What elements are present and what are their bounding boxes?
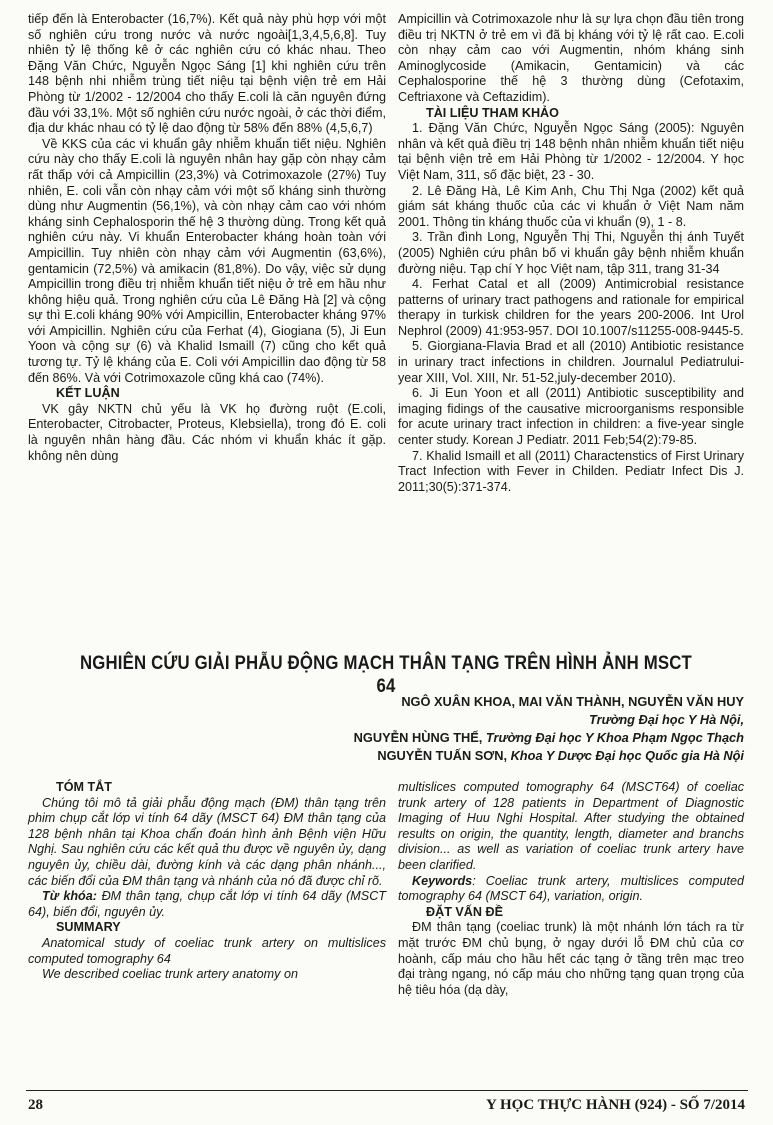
- author-affiliation: Trường Đại học Y Hà Nội,: [589, 712, 744, 727]
- article-left-column: [28, 780, 386, 983]
- keywords-label: Từ khóa:: [42, 889, 97, 904]
- summary-en-heading: SUMMARY: [56, 920, 121, 935]
- author-names: NGUYỄN HÙNG THẾ,: [353, 730, 486, 745]
- summary-en-title: Anatomical study of coeliac trunk artery on multislices computed tomography 64: [28, 935, 386, 966]
- paragraph: VK gây NKTN chủ yếu là VK họ đường ruột (E.coli, Enterobacter, Citrobacter, Proteus, Klebsiella), trong đó E. coli là nguyên nhân hàng đầu. Các nhóm vi khuẩn khác ít gặp. không nên dùng: [28, 401, 386, 463]
- reference-item: 6. Ji Eun Yoon et all (2011) Antibiotic susceptibility and imaging fidings of the causative microorganisms responsible for acute urinary tract infection in children: a five-year single center study. Korean J Pediatr. 2011 Feb;54(2):79-85.: [398, 386, 744, 448]
- paragraph: tiếp đến là Enterobacter (16,7%). Kết quả này phù hợp với một số nghiên cứu trong nước và nước ngoài[1,3,4,5,6,8]. Tuy nhiên tỷ lệ thống kê ở các nghiên cứu có khác nhau. Theo Đặng Văn Chức, Nguyễn Ngọc Sáng [1] khi nghiên cứu trên 148 bệnh nhi nhiễm trùng tiết niệu tại bệnh viện trẻ em Hải Phòng từ 1/2002 - 12/2004 cho thấy E.coli là căn nguyên đứng đầu với 33,1%. Một số nghiên cứu nước ngoài, ở các thời điểm, địa dư khác nhau có tỷ lệ dao động từ 58% đến 88% (4,5,6,7): [28, 12, 386, 136]
- author-block: [354, 693, 744, 765]
- author-line: [354, 711, 744, 729]
- summary-vi: Chúng tôi mô tả giải phẫu động mạch (ĐM) thân tạng trên phim chụp cắt lớp vi tính 64 dãy (MSCT 64) ĐM thân tạng của 128 bệnh nhân tại Khoa chẩn đoán hình ảnh Bệnh viện Hữu Nghị. Sau nghiên cứu các kết quả thu được về nguyên ủy, dạng nguyên ủy, chiều dài, đường kính và các dạng phân nhánh..., các biến đổi của ĐM thân tạng và nhánh của nó đã được chỉ rõ.: [28, 795, 386, 888]
- keywords-vi: Từ khóa: ĐM thân tạng, chụp cắt lớp vi tính 64 dãy (MSCT 64), biến đổi, nguyên ủy.: [28, 889, 386, 919]
- author-names: NGÔ XUÂN KHOA, MAI VĂN THÀNH, NGUYỄN VĂN HUY: [401, 694, 744, 709]
- summary-en: We described coeliac trunk artery anatomy on: [42, 967, 298, 982]
- reference-item: 1. Đặng Văn Chức, Nguyễn Ngọc Sáng (2005): Nguyên nhân và kết quả điều trị 148 bệnh nhân nhiễm khuẩn tiết niệu tại bệnh viện trẻ em Hải Phòng từ 1/2002 - 12/2004. Y học Việt Nam, 311, số đặc biệt, 23 - 30.: [398, 121, 744, 182]
- author-line: [354, 729, 744, 747]
- author-line: [354, 747, 744, 765]
- reference-item: 2. Lê Đăng Hà, Lê Kim Anh, Chu Thị Nga (2002) kết quả giám sát kháng thuốc của các vi khuẩn ở Việt Nam năm 2001. Thông tin kháng thuốc của vi khuẩn (9), 1 - 8.: [398, 183, 744, 229]
- article-right-column: [398, 780, 744, 998]
- reference-item: 7. Khalid Ismaill et all (2011) Charactenstics of First Urinary Tract Infection with Fever in Childen. Pediatr Infect Dis J. 2011;30(5):371-374.: [398, 448, 744, 494]
- paragraph: Ampicillin và Cotrimoxazole như là sự lựa chọn đầu tiên trong điều trị NKTN ở trẻ em vì đã bị kháng với tỷ lệ rất cao. E.coli còn nhạy cảm cao với Augmentin, nhóm kháng sinh Aminoglycoside (Amikacin, Gentamicin) và các Cephalosporine thế hệ 3 thường dùng (Cefotaxim, Ceftriaxone và Ceftazidim).: [398, 12, 744, 104]
- page-number: 28: [28, 1097, 43, 1113]
- footer-divider: [26, 1090, 748, 1091]
- author-line: [354, 693, 744, 711]
- keywords-en: Keywords: Coeliac trunk artery, multislices computed tomography 64 (MSCT 64), variation, origin.: [398, 873, 744, 904]
- introduction-heading: ĐẶT VẤN ĐỀ: [426, 904, 503, 919]
- article-title: NGHIÊN CỨU GIẢI PHẪU ĐỘNG MẠCH THÂN TẠNG TRÊN HÌNH ẢNH MSCT 64: [80, 652, 692, 697]
- journal-footer: Y HỌC THỰC HÀNH (924) - SỐ 7/2014: [485, 1097, 745, 1113]
- reference-item: 4. Ferhat Catal et all (2009) Antimicrobial resistance patterns of urinary tract pathogens and rationale for empirical therapy in turkisk children for the years 200-2006. Int Urol Nephrol (2009) 41:953-957. DOI 10.1007/s11255-008-9445-5.: [398, 277, 744, 338]
- paragraph: Về KKS của các vi khuẩn gây nhiễm khuẩn tiết niệu. Nghiên cứu này cho thấy E.coli là nguyên nhân hay gặp còn nhạy cảm rất thấp với cả Ampicillin (23,3%) và Cotrimoxazole (27%) Tuy nhiên, E. coli vẫn còn nhạy cảm với một số kháng sinh thường dùng như Augmentin (56,1%), và còn nhạy cảm cao với nhóm kháng sinh Cephalosporin thế hệ 3 thường dùng. Trong kết quả nghiên cứu này. Vi khuẩn Enterobacter kháng hoàn toàn với Ampicillin. Tuy nhiên còn nhạy cảm với Augmentin (63,6%), gentamicin (72,5%) và amikacin (81,8%). Do vậy, việc sử dụng Ampicillin trong điều trị nhiễm khuẩn tiết niệu ở trẻ em hầu như không hiệu quả. Trong nghiên cứu của Lê Đăng Hà [2] và cộng sự thì E.coli kháng 90% với Ampicillin, Enterobacter kháng 97% với Ampicillin. Nghiên cứu của Ferhat (4), Giogiana (5), Ji Eun Yoon và cộng sự (6) và Khalid Ismaill (7) cũng cho kết quả tương tự. Tỷ lệ kháng của E. Coli với Ampicillin dao động từ 58 đến 86%. Và với Cotrimoxazole cũng khá cao (74%).: [28, 136, 386, 385]
- paragraph: ĐM thân tạng (coeliac trunk) là một nhánh lớn tách ra từ mặt trước ĐM chủ bụng, ở ngay dưới lỗ ĐM chủ của cơ hoành, cấp máu cho hầu hết các tạng ở tầng trên mạc treo đại tràng ngang, nó cấp máu cho những tạng quan trọng của hệ tiêu hóa (dạ dày,: [398, 920, 744, 997]
- keywords-label: Keywords: [412, 873, 473, 888]
- summary-en-continued: multislices computed tomography 64 (MSCT64) of coeliac trunk artery of 128 patients in Department of Diagnostic Imaging of Huu Nghi Hospital. After studying the obtained results on origin, the quantity, length, diameter and branchs division... as well as variation of coeliac trunk artery have been clarified.: [398, 780, 744, 872]
- references-heading: TÀI LIỆU THAM KHẢO: [426, 105, 559, 120]
- reference-item: 5. Giorgiana-Flavia Brad et all (2010) Antibiotic resistance in urinary tract infections in children. Journalul Pediatrului-year XIII, Vol. XIII, Nr. 51-52,july-december 2010).: [398, 339, 744, 385]
- summary-vi-heading: TÓM TẮT: [56, 780, 112, 794]
- conclusion-heading: KẾT LUẬN: [56, 386, 120, 401]
- reference-item: 3. Trần đình Long, Nguyễn Thị Thi, Nguyễn thị ánh Tuyết (2005) Nghiên cứu phân bố vi khuẩn gây bệnh nhiễm khuẩn đường niệu. Tạp chí Y học Việt nam, tập 311, trang 31-34: [398, 230, 744, 276]
- author-affiliation: Trường Đại học Y Khoa Phạm Ngọc Thạch: [485, 730, 744, 745]
- prev-article-left-column: [28, 12, 386, 464]
- prev-article-right-column: [398, 12, 744, 495]
- author-affiliation: Khoa Y Dược Đại học Quốc gia Hà Nội: [510, 748, 744, 763]
- author-names: NGUYỄN TUẤN SƠN,: [377, 748, 511, 763]
